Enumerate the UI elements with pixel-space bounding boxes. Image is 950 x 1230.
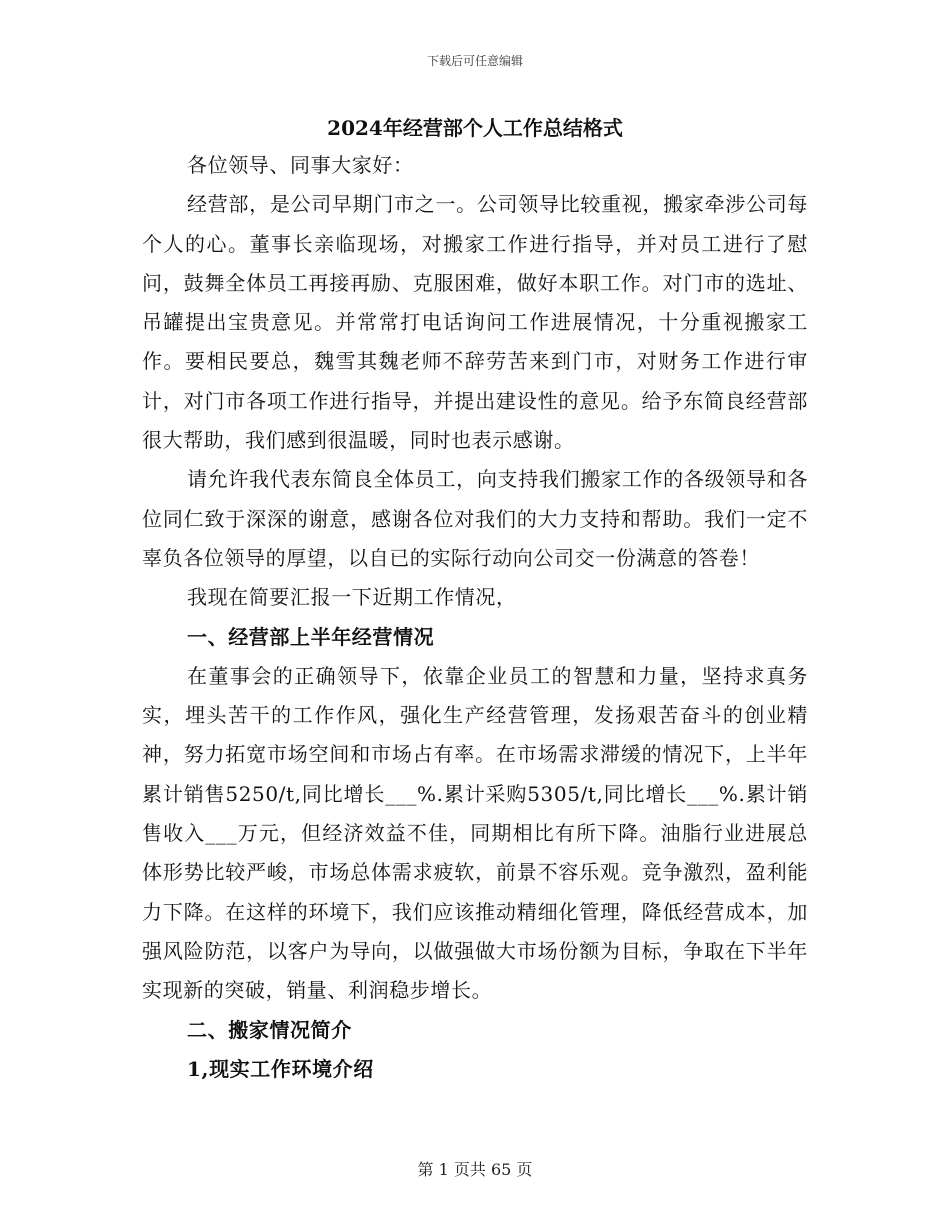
section-heading-2: 二、搬家情况简介 bbox=[187, 1017, 352, 1042]
subsection-heading-1: 1,现实工作环境介绍 bbox=[187, 1056, 374, 1081]
paragraph-intro: 经营部，是公司早期门市之一。公司领导比较重视，搬家牵涉公司每个人的心。董事长亲临现场，对搬家工作进行指导，并对员工进行了慰问，鼓舞全体员工再接再励、克服困难，做好本职工作。对门市的选址、吊罐提出宝贵意见。并常常打电话询问工作进展情况，十分重视搬家工作。要相民要总，魏雪其魏老师不辞劳苦来到门市，对财务工作进行审计，对门市各项工作进行指导，并提出建设性的意见。给予东简良经营部很大帮助，我们感到很温暖，同时也表示感谢。 bbox=[142, 192, 808, 453]
paragraph-report-intro: 我现在简要汇报一下近期工作情况， bbox=[187, 585, 517, 610]
page-footer-number: 第 1 页共 65 页 bbox=[417, 1160, 533, 1179]
greeting: 各位领导、同事大家好： bbox=[187, 153, 414, 177]
document-body bbox=[142, 110, 808, 1089]
paragraph-thanks: 请允许我代表东简良全体员工，向支持我们搬家工作的各级领导和各位同仁致于深深的谢意，感谢各位对我们的大力支持和帮助。我们一定不辜负各位领导的厚望，以自已的实际行动向公司交一份满意的答卷！ bbox=[142, 467, 808, 570]
document-title: 2024年经营部个人工作总结格式 bbox=[327, 116, 623, 140]
section-heading-1: 一、经营部上半年经营情况 bbox=[187, 624, 435, 649]
page-header-note: 下载后可任意编辑 bbox=[426, 54, 523, 68]
paragraph-business: 在董事会的正确领导下，依靠企业员工的智慧和力量，坚持求真务实，埋头苦干的工作作风，强化生产经营管理，发扬艰苦奋斗的创业精神，努力拓宽市场空间和市场占有率。在市场需求滞缓的情况下，上半年累计销售5250/t,同比增长___%.累计采购5305/t,同比增长___%.累计销售收入___万元，但经济效益不佳，同期相比有所下降。油脂行业进展总体形势比较严峻，市场总体需求疲软，前景不容乐观。竞争激烈，盈利能力下降。在这样的环境下，我们应该推动精细化管理，降低经营成本，加强风险防范，以客户为导向，以做强做大市场份额为目标，争取在下半年实现新的突破，销量、利润稳步增长。 bbox=[142, 663, 808, 1003]
